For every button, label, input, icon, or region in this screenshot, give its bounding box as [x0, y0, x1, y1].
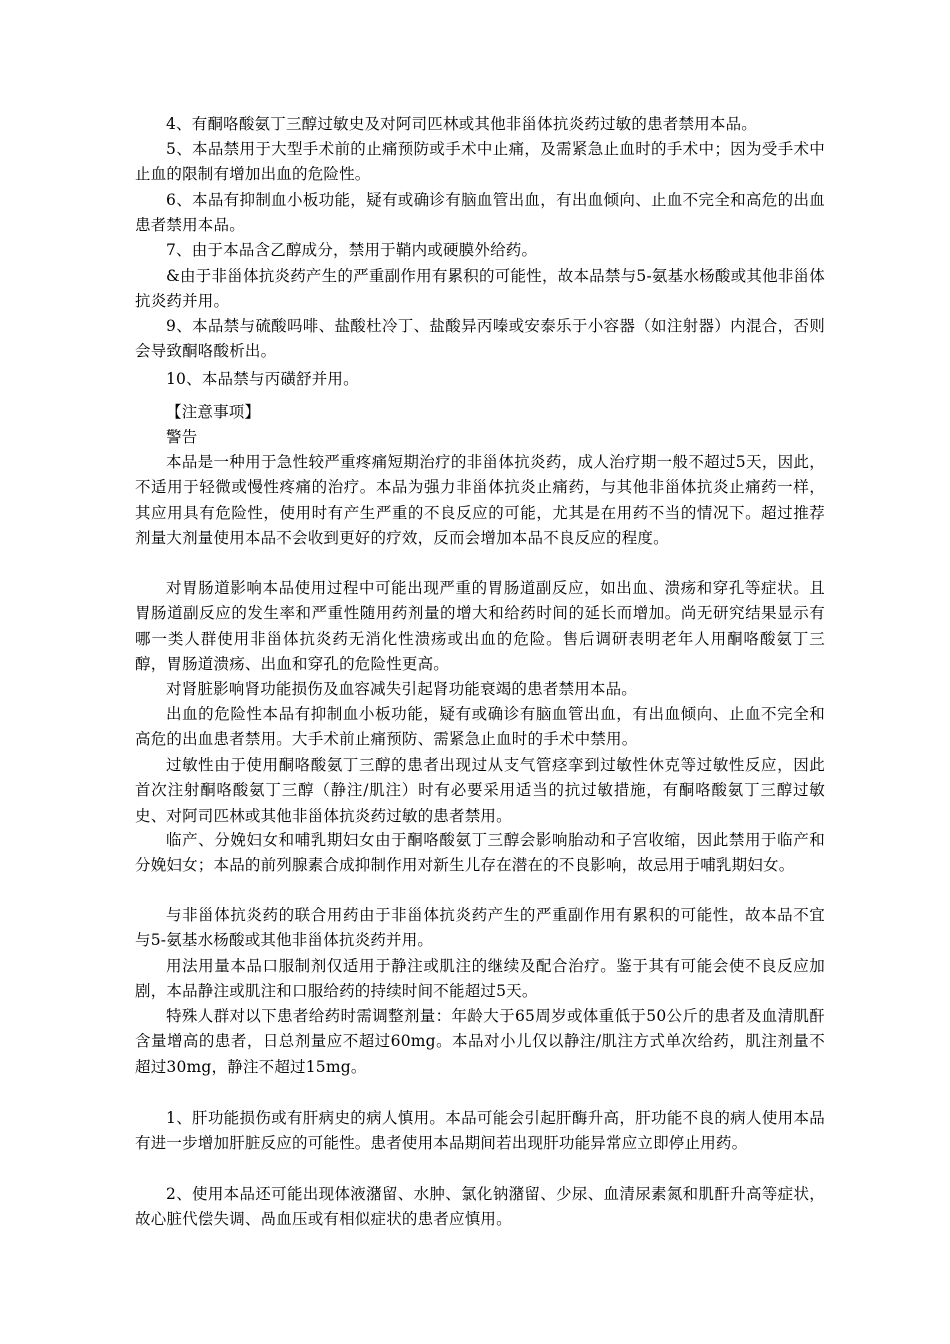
contraindication-7: 7、由于本品含乙醇成分，禁用于鞘内或硬膜外给药。: [166, 241, 538, 259]
contraindication-4: 4、有酮咯酸氨丁三醇过敏史及对阿司匹林或其他非甾体抗炎药过敏的患者禁用本品。: [166, 115, 757, 133]
contraindication-8: &由于非甾体抗炎药产生的严重副作用有累积的可能性，故本品禁与5-氨基水杨酸或其他非甾体抗炎药并用。: [135, 267, 825, 311]
contraindication-9: 9、本品禁与硫酸吗啡、盐酸杜冷丁、盐酸异丙嗪或安泰乐于小容器（如注射器）内混合，否则会导致酮咯酸析出。: [135, 317, 825, 361]
warning-allergy: 过敏性由于使用酮咯酸氨丁三醇的患者出现过从支气管痉挛到过敏性休克等过敏性反应，因此首次注射酮咯酸氨丁三醇（静注/肌注）时有必要采用适当的抗过敏措施，有酮咯酸氨丁三醇过敏史、对阿司匹林或其他非甾体抗炎药过敏的患者禁用。: [135, 756, 825, 825]
warning-heading: 警告: [166, 428, 198, 446]
warning-nsaid-combination: 与非甾体抗炎药的联合用药由于非甾体抗炎药产生的严重副作用有累积的可能性，故本品不宜与5-氨基水杨酸或其他非甾体抗炎药并用。: [135, 906, 825, 950]
warning-pregnancy-lactation: 临产、分娩妇女和哺乳期妇女由于酮咯酸氨丁三醇会影响胎动和子宫收缩，因此禁用于临产和分娩妇女；本品的前列腺素合成抑制作用对新生儿存在潜在的不良影响，故忌用于哺乳期妇女。: [135, 831, 825, 875]
contraindication-6: 6、本品有抑制血小板功能，疑有或确诊有脑血管出血，有出血倾向、止血不完全和高危的出血患者禁用本品。: [135, 191, 825, 235]
caution-1-liver: 1、肝功能损伤或有肝病史的病人慎用。本品可能会引起肝酶升高，肝功能不良的病人使用本品有进一步增加肝脏反应的可能性。患者使用本品期间若出现肝功能异常应立即停止用药。: [135, 1109, 825, 1153]
precautions-heading: 【注意事项】: [166, 403, 261, 421]
warning-bleeding: 出血的危险性本品有抑制血小板功能，疑有或确诊有脑血管出血，有出血倾向、止血不完全和高危的出血患者禁用。大手术前止痛预防、需紧急止血时的手术中禁用。: [135, 705, 825, 749]
warning-special-populations: 特殊人群对以下患者给药时需调整剂量：年龄大于65周岁或体重低于50公斤的患者及血清肌酐含量增高的患者，日总剂量应不超过60mg。本品对小儿仅以静注/肌注方式单次给药，肌注剂量不超过30mg，静注不超过15mg。: [135, 1007, 825, 1076]
warning-dosage: 用法用量本品口服制剂仅适用于静注或肌注的继续及配合治疗。鉴于其有可能会使不良反应加剧，本品静注或肌注和口服给药的持续时间不能超过5天。: [135, 957, 825, 1001]
caution-2-fluid: 2、使用本品还可能出现体液潴留、水肿、氯化钠潴留、少尿、血清尿素氮和肌酐升高等症状，故心脏代偿失调、咼血压或有相似症状的患者应慎用。: [135, 1185, 825, 1229]
contraindication-5: 5、本品禁用于大型手术前的止痛预防或手术中止痛，及需紧急止血时的手术中；因为受手术中止血的限制有增加出血的危险性。: [135, 140, 825, 184]
contraindication-10: 10、本品禁与丙磺舒并用。: [166, 370, 359, 388]
warning-gastrointestinal: 对胃肠道影响本品使用过程中可能出现严重的胃肠道副反应，如出血、溃疡和穿孔等症状。且胃肠道副反应的发生率和严重性随用药剂量的增大和给药时间的延长而增加。尚无研究结果显示有哪一类人群使用非甾体抗炎药无消化性溃疡或出血的危险。售后调研表明老年人用酮咯酸氨丁三醇，胃肠道溃疡、出血和穿孔的危险性更高。: [135, 579, 825, 673]
warning-general: 本品是一种用于急性较严重疼痛短期治疗的非甾体抗炎药，成人治疗期一般不超过5天，因此，不适用于轻微或慢性疼痛的治疗。本品为强力非甾体抗炎止痛药，与其他非甾体抗炎止痛药一样，其应用具有危险性，使用时有产生严重的不良反应的可能，尤其是在用药不当的情况下。超过推荐剂量大剂量使用本品不会收到更好的疗效，反而会增加本品不良反应的程度。: [135, 453, 825, 547]
warning-renal: 对肾脏影响肾功能损伤及血容减失引起肾功能衰竭的患者禁用本品。: [166, 680, 638, 698]
